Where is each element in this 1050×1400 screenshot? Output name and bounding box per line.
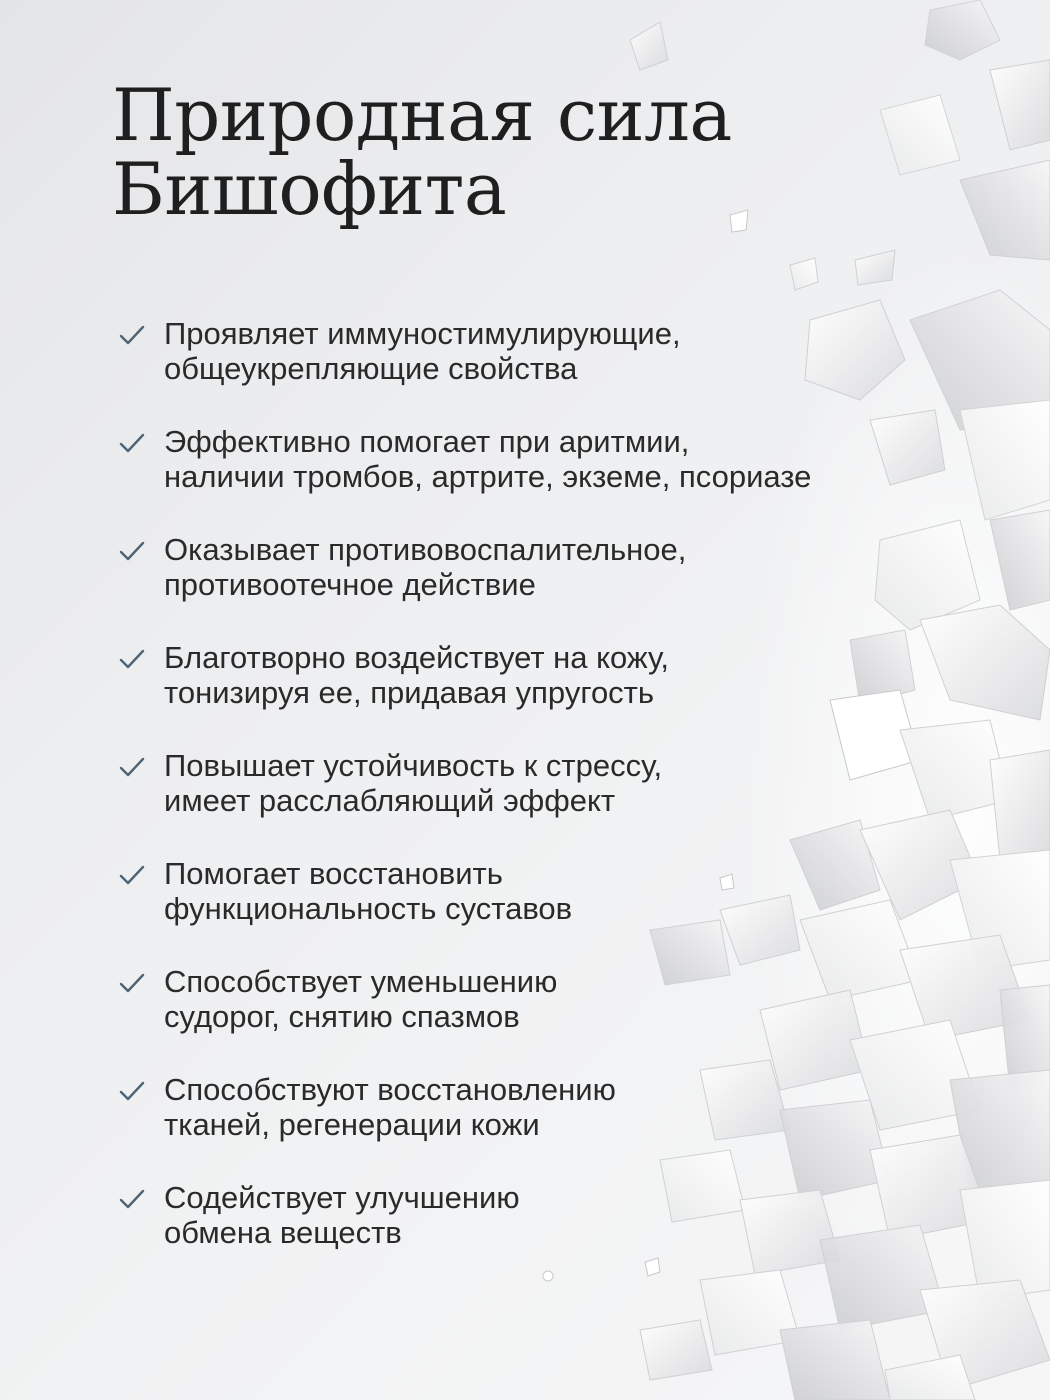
benefit-text	[164, 1180, 978, 1250]
benefit-text	[164, 856, 978, 926]
benefit-item	[118, 532, 978, 640]
benefit-line: общеукрепляющие свойства	[164, 351, 578, 386]
benefit-item	[118, 748, 978, 856]
benefit-text	[164, 1072, 978, 1142]
benefit-text	[164, 640, 978, 710]
benefit-line: тонизируя ее, придавая упругость	[164, 675, 655, 710]
check-icon	[118, 1188, 146, 1212]
benefit-line: судорог, снятию спазмов	[164, 999, 520, 1034]
benefit-line: тканей, регенерации кожи	[164, 1107, 540, 1142]
benefit-text	[164, 964, 978, 1034]
benefit-item	[118, 424, 978, 532]
benefits-list	[118, 316, 978, 1288]
benefit-line: наличии тромбов, артрите, экземе, псориазе	[164, 459, 812, 494]
benefit-text	[164, 748, 978, 818]
benefit-text	[164, 316, 978, 386]
check-icon	[118, 540, 146, 564]
benefit-line: Повышает устойчивость к стрессу,	[164, 748, 663, 783]
benefit-item	[118, 856, 978, 964]
benefit-text	[164, 532, 978, 602]
benefit-line: Помогает восстановить	[164, 856, 503, 891]
benefit-line: Эффективно помогает при аритмии,	[164, 424, 690, 459]
benefit-item	[118, 640, 978, 748]
benefit-line: обмена веществ	[164, 1215, 402, 1250]
check-icon	[118, 432, 146, 456]
check-icon	[118, 972, 146, 996]
benefit-line: имеет расслабляющий эффект	[164, 783, 616, 818]
check-icon	[118, 864, 146, 888]
benefit-line: Оказывает противовоспалительное,	[164, 532, 687, 567]
benefit-line: Способствует уменьшению	[164, 964, 558, 999]
check-icon	[118, 648, 146, 672]
benefit-line: функциональность суставов	[164, 891, 573, 926]
check-icon	[118, 1080, 146, 1104]
benefit-line: Способствуют восстановлению	[164, 1072, 616, 1107]
benefit-text	[164, 424, 978, 494]
benefit-item	[118, 1180, 978, 1288]
benefit-line: противоотечное действие	[164, 567, 536, 602]
page-title-line-2: Бишофита	[112, 147, 507, 231]
benefit-line: Проявляет иммуностимулирующие,	[164, 316, 681, 351]
benefit-line: Благотворно воздействует на кожу,	[164, 640, 670, 675]
benefit-line: Содействует улучшению	[164, 1180, 520, 1215]
page-title	[112, 73, 872, 231]
check-icon	[118, 324, 146, 348]
benefit-item	[118, 316, 978, 424]
benefit-item	[118, 1072, 978, 1180]
page-title-line-1: Природная сила	[112, 73, 732, 157]
benefit-item	[118, 964, 978, 1072]
check-icon	[118, 756, 146, 780]
